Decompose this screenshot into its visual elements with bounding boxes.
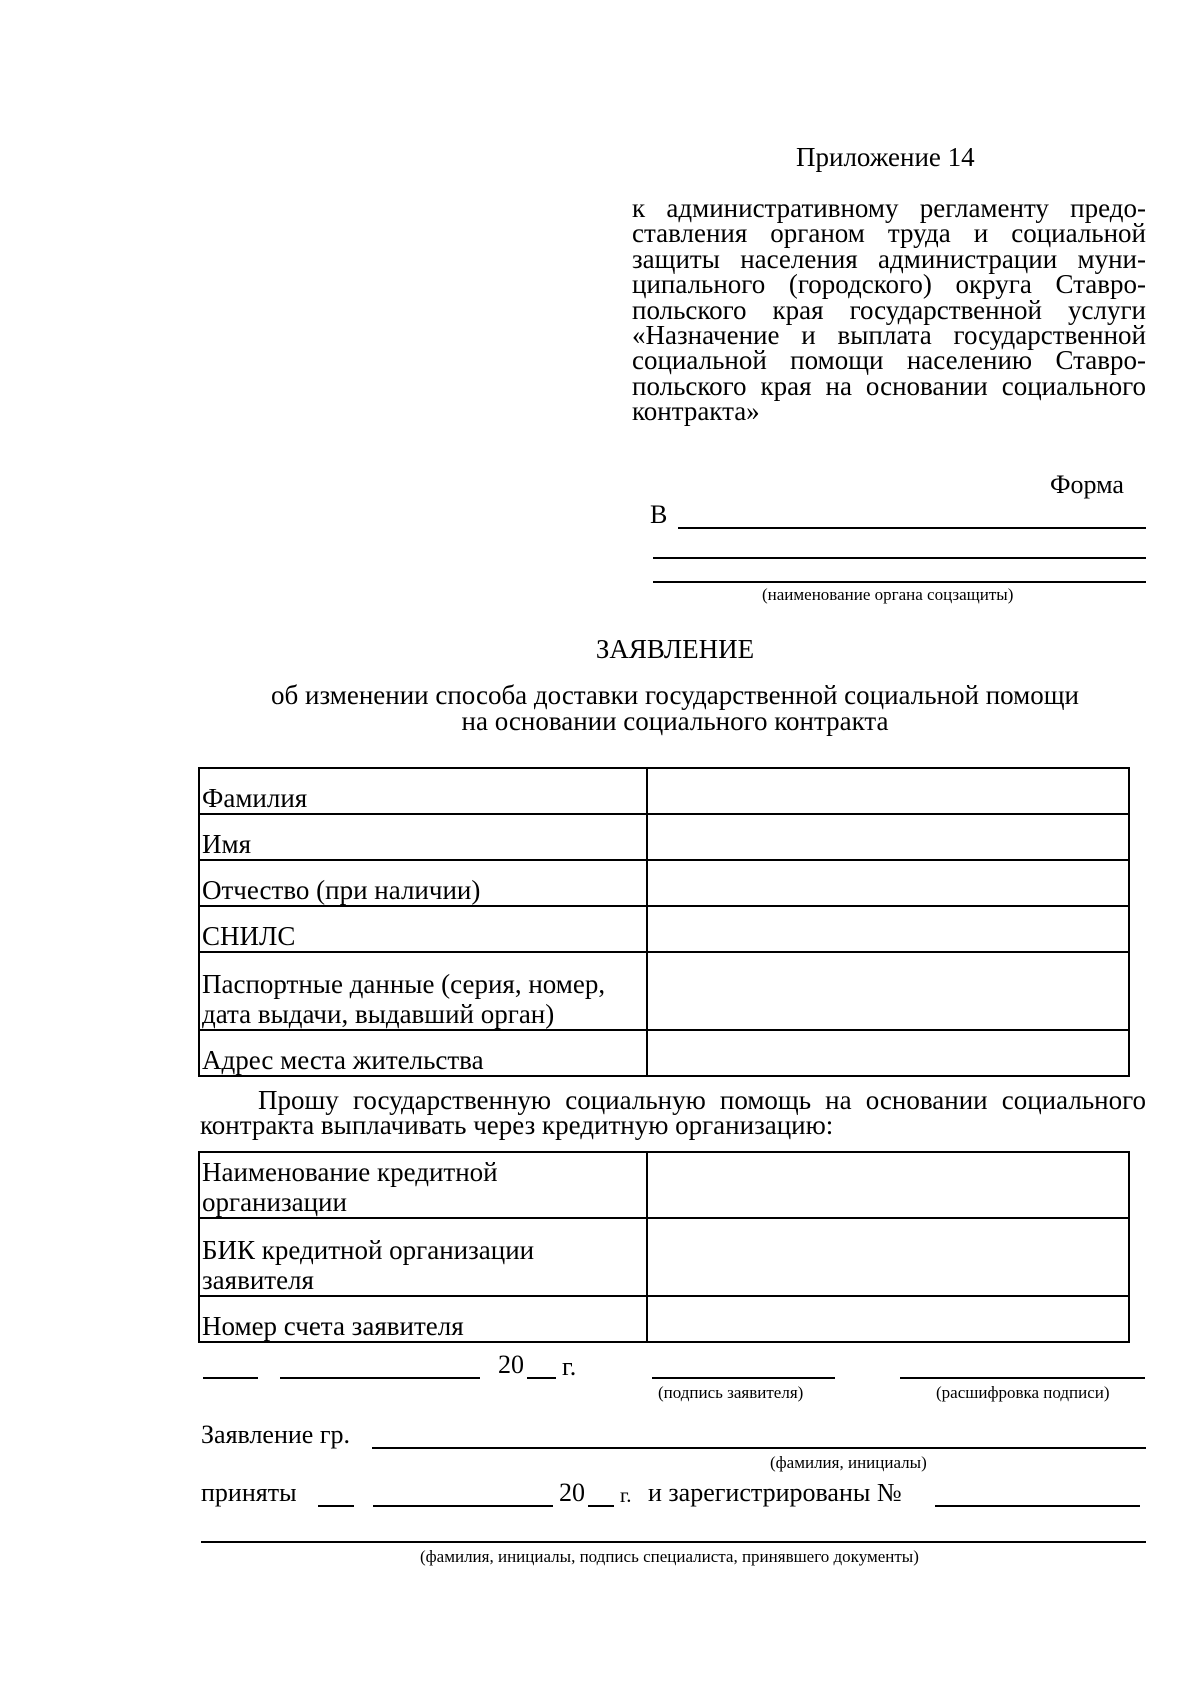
table-row	[199, 860, 1129, 906]
table-row	[199, 1218, 1129, 1296]
snils-field[interactable]	[647, 906, 1129, 952]
account-number-field[interactable]	[647, 1296, 1129, 1342]
accepted-month-line[interactable]	[373, 1505, 553, 1507]
regulation-reference	[632, 193, 1146, 427]
regulation-line: польского края государственной услуги	[632, 294, 1146, 325]
regulation-line: ставления органом труда и социальной	[632, 218, 1146, 249]
surname-label: Фамилия	[199, 768, 647, 814]
name-label: Имя	[199, 814, 647, 860]
regulation-line: контракта»	[632, 396, 760, 427]
table-row	[199, 952, 1129, 1030]
signature-decoding-caption: (расшифровка подписи)	[936, 1383, 1110, 1402]
account-number-label: Номер счета заявителя	[199, 1296, 647, 1342]
accepted-day-line[interactable]	[318, 1505, 354, 1507]
table-row	[199, 906, 1129, 952]
year-suffix: г.	[562, 1352, 577, 1381]
address-field[interactable]	[647, 1030, 1129, 1076]
bank-name-field[interactable]	[647, 1152, 1129, 1218]
applicant-table	[198, 767, 1130, 1077]
regulation-line: социальной помощи населению Ставро-	[632, 345, 1146, 376]
patronymic-field[interactable]	[647, 860, 1129, 906]
statement-title: ЗАЯВЛЕНИЕ	[595, 634, 755, 664]
accepted-year-suffix: г.	[620, 1483, 632, 1507]
addressee-to-label: В	[650, 500, 668, 529]
request-text	[200, 1085, 1146, 1140]
table-row	[199, 814, 1129, 860]
bik-label: БИК кредитной организации заявителя	[199, 1218, 647, 1296]
signature-decoding-line[interactable]	[900, 1377, 1145, 1379]
passport-label: Паспортные данные (серия, номер, дата выдачи, выдавший орган)	[199, 952, 647, 1030]
accepted-label: приняты	[201, 1478, 297, 1507]
addressee-line-2[interactable]	[653, 557, 1146, 559]
bik-field[interactable]	[647, 1218, 1129, 1296]
year-prefix: 20	[498, 1350, 524, 1379]
bank-table	[198, 1151, 1130, 1343]
applicant-signature-caption: (подпись заявителя)	[658, 1383, 804, 1402]
regulation-line: ципального (городского) округа Ставро-	[632, 269, 1146, 300]
registered-label: и зарегистрированы №	[648, 1478, 902, 1507]
subtitle-line: на основании социального контракта	[461, 706, 889, 736]
regulation-line: польского края на основании социального	[632, 370, 1146, 401]
addressee-line-3[interactable]	[653, 581, 1146, 583]
specialist-caption: (фамилия, инициалы, подпись специалиста, принявшего документы)	[420, 1547, 919, 1566]
table-row	[199, 768, 1129, 814]
organ-caption: (наименование органа соцзащиты)	[762, 585, 1014, 604]
name-field[interactable]	[647, 814, 1129, 860]
day-line[interactable]	[203, 1377, 258, 1379]
table-row	[199, 1296, 1129, 1342]
request-line: контракта выплачивать через кредитную организацию:	[200, 1110, 834, 1140]
request-line: Прошу государственную социальную помощь на основании социального	[258, 1085, 1146, 1115]
addressee-line-1[interactable]	[678, 527, 1146, 529]
applicant-signature-line[interactable]	[652, 1377, 835, 1379]
table-row	[199, 1152, 1129, 1218]
passport-field[interactable]	[647, 952, 1129, 1030]
registration-number-line[interactable]	[935, 1505, 1140, 1507]
table-row	[199, 1030, 1129, 1076]
statement-from-label: Заявление гр.	[201, 1420, 351, 1449]
regulation-line: «Назначение и выплата государственной	[632, 320, 1146, 351]
applicant-name-line[interactable]	[372, 1447, 1146, 1449]
accepted-year-prefix: 20	[559, 1478, 585, 1507]
regulation-line: к административному регламенту предо-	[632, 193, 1146, 223]
annex-title: Приложение 14	[796, 142, 975, 172]
bank-name-label: Наименование кредитной организации	[199, 1152, 647, 1218]
patronymic-label: Отчество (при наличии)	[199, 860, 647, 906]
regulation-line: защиты населения администрации муни-	[632, 243, 1146, 274]
address-label: Адрес места жительства	[199, 1030, 647, 1076]
snils-label: СНИЛС	[199, 906, 647, 952]
statement-subtitle	[0, 682, 1200, 734]
specialist-line[interactable]	[201, 1541, 1146, 1543]
subtitle-line: об изменении способа доставки государственной социальной помощи	[271, 680, 1079, 710]
year-line[interactable]	[527, 1377, 556, 1379]
accepted-year-line[interactable]	[588, 1505, 614, 1507]
month-line[interactable]	[280, 1377, 480, 1379]
name-caption: (фамилия, инициалы)	[770, 1453, 927, 1472]
surname-field[interactable]	[647, 768, 1129, 814]
form-label: Форма	[1050, 470, 1124, 499]
